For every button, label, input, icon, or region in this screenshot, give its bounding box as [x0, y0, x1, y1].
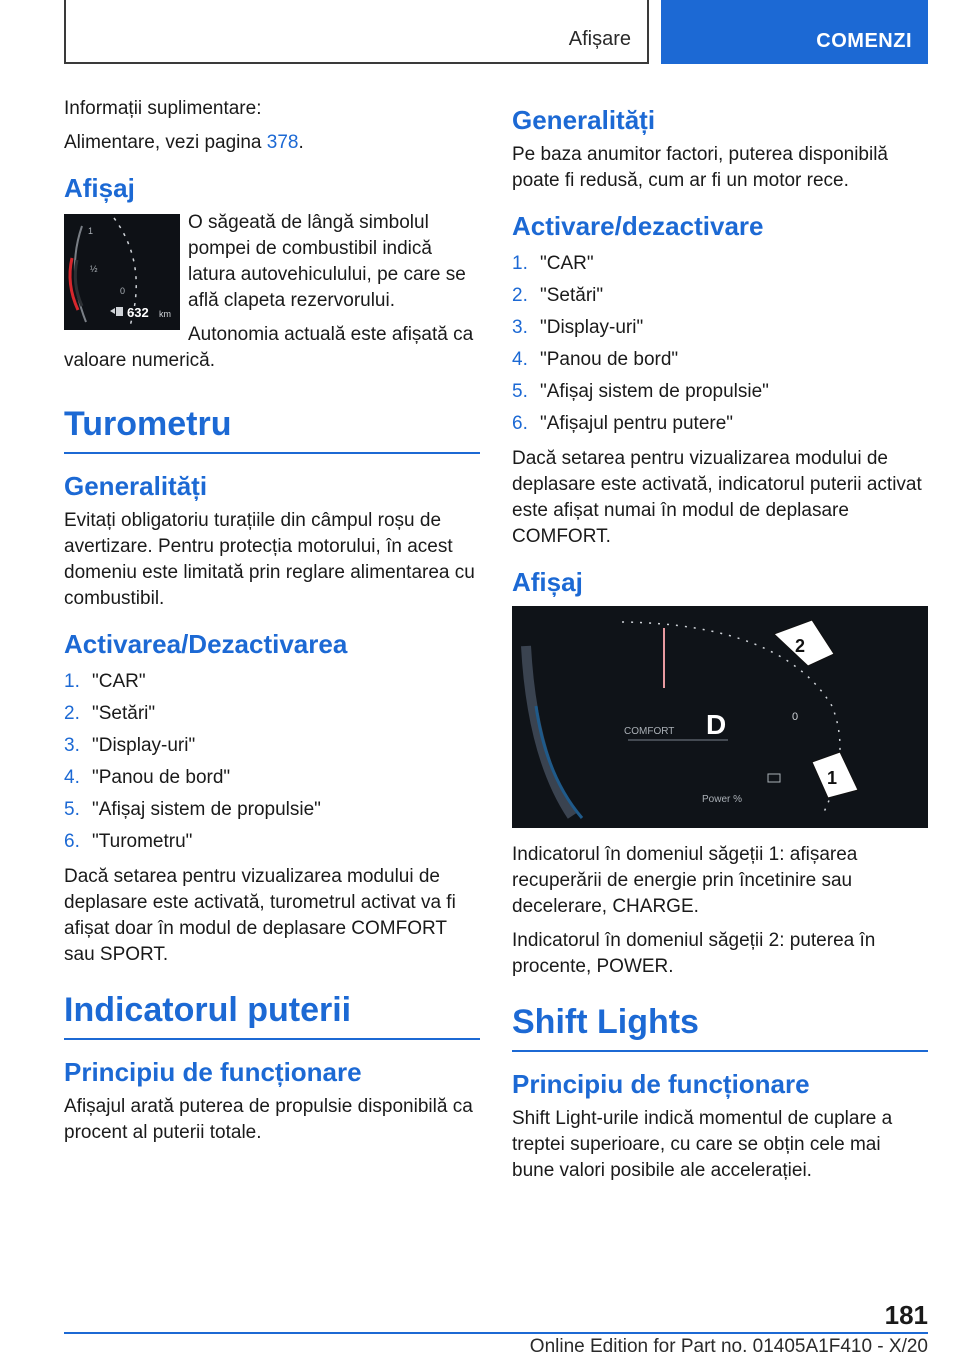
activare-note: Dacă setarea pentru vizualizarea modului de deplasare este activată, turometrul activat va fi afișat doar în modul de deplasare COMFORT sau SPORT.	[64, 866, 456, 965]
header-chapter-tab[interactable]	[661, 0, 928, 64]
page-header	[64, 0, 928, 64]
afisaj-desc-range: Autonomia actuală este afișată ca valoare numerică.	[64, 324, 474, 371]
info-label: Informații suplimentare:	[64, 98, 262, 119]
generalitati-text: Evitați obligatoriu turațiile din câmpul roșu de avertizare. Pentru protecția motorului, în acest domeniu este limitată prin reglare alimentarea cu combustibil.	[64, 510, 475, 609]
list-item: 1. "CAR"	[512, 253, 594, 274]
list-item: 2. "Setări"	[64, 703, 156, 724]
activare-steps	[64, 666, 480, 858]
list-item: 2. "Setări"	[512, 285, 604, 306]
header-section-box	[64, 0, 649, 64]
list-item: 6. "Turometru"	[64, 831, 193, 852]
activare-heading: Activarea/Dezactivarea	[64, 629, 348, 659]
header-section-title: Afișare	[568, 28, 631, 50]
fuel-scale-empty: 0	[120, 286, 126, 296]
turometru-title: Turometru	[64, 404, 480, 454]
header-chapter-label: COMENZI	[816, 30, 912, 52]
fuel-scale-full: 1	[88, 226, 94, 236]
list-item: 6. "Afișajul pentru putere"	[512, 413, 734, 434]
activare-steps	[512, 248, 928, 440]
afisaj-block	[64, 210, 480, 382]
fuel-range-unit: km	[159, 309, 171, 319]
principiu-text: Afișajul arată puterea de propulsie disponibilă ca procent al puterii totale.	[64, 1096, 473, 1143]
drive-mode-label: COMFORT	[624, 726, 675, 737]
arrow-1-number: 1	[827, 768, 838, 788]
right-column	[512, 96, 928, 1192]
fuel-gauge-image	[64, 214, 180, 330]
list-item: 4. "Panou de bord"	[512, 349, 679, 370]
afisaj-heading: Afișaj	[512, 567, 583, 597]
indicator-title: Indicatorul puterii	[64, 990, 480, 1040]
list-item: 3. "Display-uri"	[64, 735, 196, 756]
footer-divider	[64, 1332, 928, 1334]
activare-note: Dacă setarea pentru vizualizarea modului de deplasare este activată, indicatorul puterii activat este afișat numai în modul de deplasare COMFORT.	[512, 448, 922, 547]
fuel-scale-half: ½	[90, 264, 98, 274]
page-link-378[interactable]: 378	[266, 132, 299, 153]
power-display-image	[512, 606, 928, 828]
arrow-2-desc: Indicatorul în domeniul săgeții 2: puterea în procente, POWER.	[512, 930, 876, 977]
power-scale-zero: 0	[792, 711, 799, 723]
principiu-text: Shift Light-urile indică momentul de cuplare a treptei superioare, cu care se obțin cele mai bune valori posibile ale accelerației.	[512, 1108, 893, 1181]
fuel-range-value: 632	[127, 305, 149, 320]
list-item: 4. "Panou de bord"	[64, 767, 231, 788]
list-item: 5. "Afișaj sistem de propulsie"	[64, 799, 321, 820]
shift-lights-title: Shift Lights	[512, 1002, 928, 1052]
info-text: Alimentare, vezi pagina 378.	[64, 132, 304, 153]
list-item: 1. "CAR"	[64, 671, 146, 692]
power-percent-label: Power %	[702, 794, 743, 805]
generalitati-text: Pe baza anumitor factori, puterea disponibilă poate fi redusă, cum ar fi un motor rece.	[512, 144, 889, 191]
list-item: 3. "Display-uri"	[512, 317, 644, 338]
afisaj-heading: Afișaj	[64, 173, 135, 203]
gear-indicator: D	[706, 709, 727, 740]
activare-heading: Activare/dezactivare	[512, 211, 764, 241]
arrow-1-desc: Indicatorul în domeniul săgeții 1: afișarea recuperării de energie prin încetinire sau decelerare, CHARGE.	[512, 844, 858, 917]
edition-text: Online Edition for Part no. 01405A1F410 - X/20	[529, 1336, 928, 1357]
principiu-heading: Principiu de funcționare	[512, 1069, 810, 1099]
left-column	[64, 96, 480, 1154]
list-item: 5. "Afișaj sistem de propulsie"	[512, 381, 769, 402]
page-number: 181	[884, 1300, 928, 1330]
afisaj-desc-arrow: O săgeată de lângă simbolul pompei de combustibil indică latura autovehiculului, pe care se află clapeta rezervorului.	[188, 212, 466, 311]
generalitati-heading: Generalități	[512, 105, 656, 135]
generalitati-heading: Generalități	[64, 471, 208, 501]
arrow-2-number: 2	[795, 636, 806, 656]
principiu-heading: Principiu de funcționare	[64, 1057, 362, 1087]
